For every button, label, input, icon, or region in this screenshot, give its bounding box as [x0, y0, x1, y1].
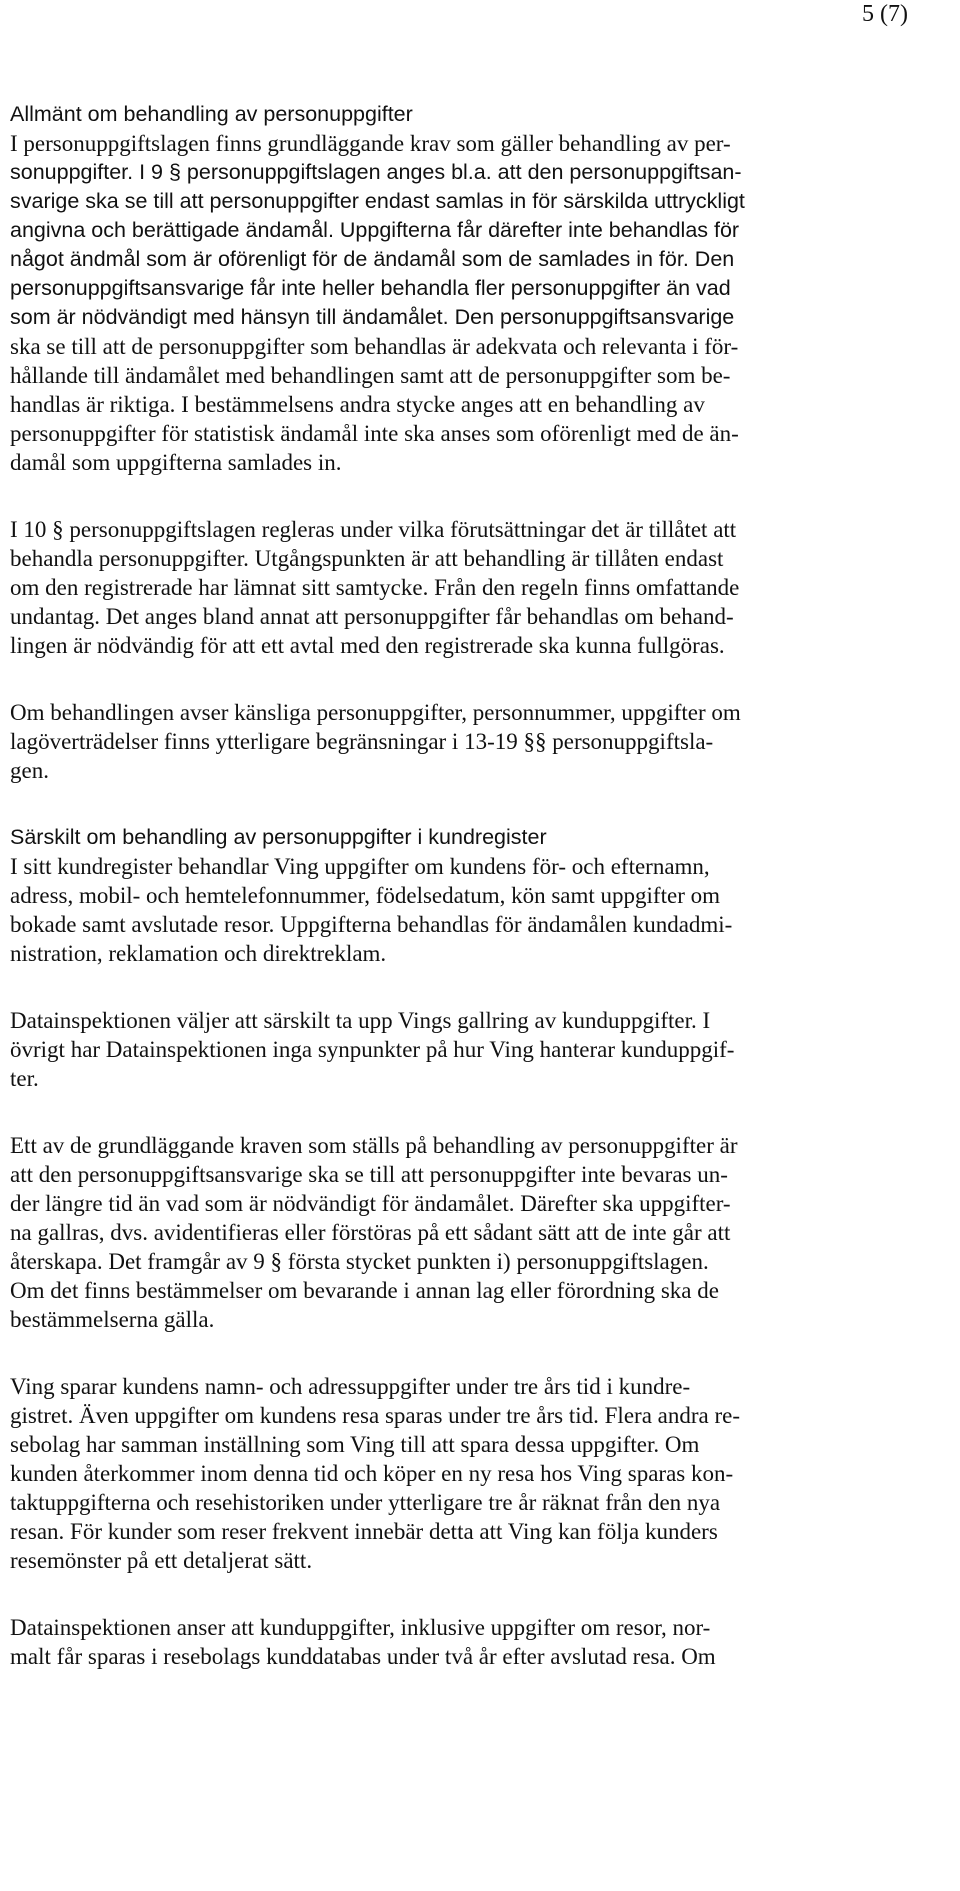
text-line: taktuppgifterna och resehistoriken under ytterligare tre år räknat från den nya: [10, 1490, 721, 1515]
text-line: Allmänt om behandling av personuppgifter: [10, 102, 413, 126]
text-line: bestämmelserna gälla.: [10, 1307, 215, 1332]
text-line: ter.: [10, 1066, 39, 1091]
text-line: resan. För kunder som reser frekvent innebär detta att Ving kan följa kunders: [10, 1519, 718, 1544]
text-line: I sitt kundregister behandlar Ving uppgifter om kundens för- och efternamn,: [10, 854, 710, 879]
text-line: som är nödvändigt med hänsyn till ändamålet. Den personuppgiftsansvarige: [10, 305, 735, 329]
text-line: nistration, reklamation och direktreklam.: [10, 941, 387, 966]
text-line: I personuppgiftslagen finns grundläggande krav som gäller behandling av per-: [10, 131, 731, 156]
paragraph-gap: [10, 785, 940, 823]
text-line: personuppgifter för statistisk ändamål inte ska anses som oförenligt med de än-: [10, 421, 739, 446]
text-line: svarige ska se till att personuppgifter endast samlas in för särskilda uttryckligt: [10, 189, 745, 213]
text-line: sonuppgifter. I 9 § personuppgiftslagen anges bl.a. att den personuppgiftsan-: [10, 160, 742, 184]
document-body: [10, 100, 940, 1671]
text-line: lagöverträdelser finns ytterligare begränsningar i 13-19 §§ personuppgiftsla-: [10, 729, 714, 754]
text-line: der längre tid än vad som är nödvändigt för ändamålet. Därefter ska uppgifter-: [10, 1191, 731, 1216]
text-line: angivna och berättigade ändamål. Uppgifterna får därefter inte behandlas för: [10, 218, 740, 242]
text-line: om den registrerade har lämnat sitt samtycke. Från den regeln finns omfattande: [10, 575, 740, 600]
text-line: att den personuppgiftsansvarige ska se till att personuppgifter inte bevaras un-: [10, 1162, 728, 1187]
text-line: Särskilt om behandling av personuppgifter i kundregister: [10, 825, 547, 849]
text-line: adress, mobil- och hemtelefonnummer, födelsedatum, kön samt uppgifter om: [10, 883, 720, 908]
text-line: Om det finns bestämmelser om bevarande i annan lag eller förordning ska de: [10, 1278, 719, 1303]
paragraph-gap: [10, 968, 940, 1006]
text-line: hållande till ändamålet med behandlingen samt att de personuppgifter som be-: [10, 363, 731, 388]
paragraph-gap: [10, 660, 940, 698]
text-line: resemönster på ett detaljerat sätt.: [10, 1548, 313, 1573]
text-line: ska se till att de personuppgifter som behandlas är adekvata och relevanta i för-: [10, 334, 739, 359]
page-number: 5 (7): [862, 1, 908, 27]
text-line: Om behandlingen avser känsliga personuppgifter, personnummer, uppgifter om: [10, 700, 741, 725]
paragraph-gap: [10, 1334, 940, 1372]
text-line: I 10 § personuppgiftslagen regleras under vilka förutsättningar det är tillåtet att: [10, 517, 737, 542]
text-line: Datainspektionen väljer att särskilt ta upp Vings gallring av kunduppgifter. I: [10, 1008, 711, 1033]
text-line: återskapa. Det framgår av 9 § första stycket punkten i) personuppgiftslagen.: [10, 1249, 709, 1274]
text-line: Ett av de grundläggande kraven som ställs på behandling av personuppgifter är: [10, 1133, 738, 1158]
text-line: övrigt har Datainspektionen inga synpunkter på hur Ving hanterar kunduppgif-: [10, 1037, 735, 1062]
text-line: något ändmål som är oförenligt för de ändamål som de samlades in för. Den: [10, 247, 735, 271]
paragraph: [10, 1613, 940, 1671]
paragraph-gap: [10, 1575, 940, 1613]
text-line: personuppgiftsansvarige får inte heller behandla fler personuppgifter än vad: [10, 276, 731, 300]
text-line: behandla personuppgifter. Utgångspunkten är att behandling är tillåten endast: [10, 546, 724, 571]
paragraph: [10, 698, 940, 785]
paragraph: [10, 1006, 940, 1093]
text-line: gen.: [10, 758, 49, 783]
text-line: sebolag har samman inställning som Ving till att spara dessa uppgifter. Om: [10, 1432, 700, 1457]
text-line: Datainspektionen anser att kunduppgifter, inklusive uppgifter om resor, nor-: [10, 1615, 711, 1640]
paragraph: [10, 823, 940, 968]
text-line: gistret. Även uppgifter om kundens resa sparas under tre års tid. Flera andra re-: [10, 1403, 741, 1428]
text-line: na gallras, dvs. avidentifieras eller förstöras på ett sådant sätt att de inte går att: [10, 1220, 731, 1245]
text-line: lingen är nödvändig för att ett avtal med den registrerade ska kunna fullgöras.: [10, 633, 725, 658]
paragraph: [10, 1372, 940, 1575]
text-line: bokade samt avslutade resor. Uppgifterna behandlas för ändamålen kundadmi-: [10, 912, 733, 937]
paragraph: [10, 515, 940, 660]
text-line: damål som uppgifterna samlades in.: [10, 450, 342, 475]
text-line: handlas är riktiga. I bestämmelsens andra stycke anges att en behandling av: [10, 392, 705, 417]
text-line: kunden återkommer inom denna tid och köper en ny resa hos Ving sparas kon-: [10, 1461, 734, 1486]
paragraph: [10, 1131, 940, 1334]
paragraph-gap: [10, 1093, 940, 1131]
paragraph: [10, 100, 940, 477]
text-line: malt får sparas i resebolags kunddatabas under två år efter avslutad resa. Om: [10, 1644, 716, 1669]
text-line: Ving sparar kundens namn- och adressuppgifter under tre års tid i kundre-: [10, 1374, 691, 1399]
text-line: undantag. Det anges bland annat att personuppgifter får behandlas om behand-: [10, 604, 734, 629]
paragraph-gap: [10, 477, 940, 515]
